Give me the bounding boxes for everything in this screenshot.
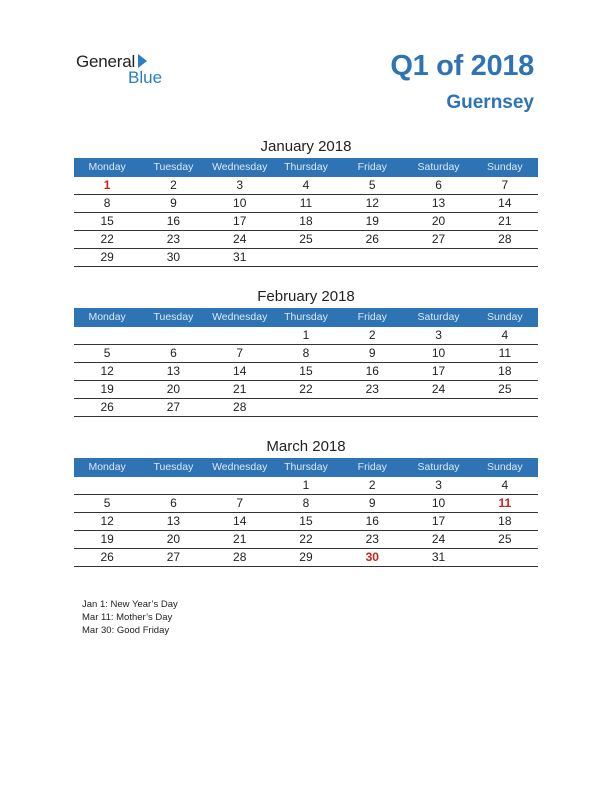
day-cell: 4 bbox=[501, 328, 509, 342]
day-cell: 6 bbox=[170, 346, 177, 360]
month-title: February 2018 bbox=[257, 288, 355, 305]
weekday-label: Monday bbox=[88, 161, 126, 173]
day-cell bbox=[140, 327, 206, 344]
week-row bbox=[74, 513, 538, 531]
week-row bbox=[74, 477, 538, 495]
holiday-day-cell: 11 bbox=[498, 496, 512, 510]
holiday-note: Mar 30: Good Friday bbox=[82, 625, 170, 636]
day-cell: 18 bbox=[299, 214, 313, 228]
week-row bbox=[74, 399, 538, 417]
day-cell: 25 bbox=[498, 532, 512, 546]
day-cell bbox=[472, 549, 538, 566]
weekday-label: Sunday bbox=[487, 161, 523, 173]
page-subtitle: Guernsey bbox=[446, 92, 534, 113]
week-row bbox=[74, 381, 538, 399]
day-cell: 13 bbox=[166, 364, 181, 378]
weekday-label: Tuesday bbox=[153, 161, 194, 173]
day-cell: 19 bbox=[365, 214, 379, 228]
week-row bbox=[74, 495, 538, 513]
weekday-label: Saturday bbox=[417, 461, 460, 473]
day-cell: 10 bbox=[233, 196, 247, 210]
day-cell: 2 bbox=[368, 478, 376, 492]
day-cell: 15 bbox=[299, 514, 313, 528]
week-row bbox=[74, 249, 538, 267]
weekday-label: Sunday bbox=[487, 461, 523, 473]
day-cell: 8 bbox=[302, 496, 310, 510]
day-cell: 10 bbox=[431, 496, 446, 510]
day-cell: 7 bbox=[236, 496, 244, 510]
weekday-label: Monday bbox=[88, 311, 126, 323]
day-cell bbox=[339, 249, 405, 266]
day-cell: 5 bbox=[103, 346, 111, 360]
day-cell: 18 bbox=[498, 364, 512, 378]
weekday-label: Wednesday bbox=[212, 161, 268, 173]
day-cell: 3 bbox=[236, 178, 244, 192]
day-cell: 16 bbox=[166, 214, 181, 228]
day-cell: 7 bbox=[501, 178, 509, 192]
weekday-label: Tuesday bbox=[153, 461, 194, 473]
day-cell: 26 bbox=[100, 550, 114, 564]
week-row bbox=[74, 213, 538, 231]
weekday-label: Friday bbox=[357, 311, 387, 323]
weekday-label: Friday bbox=[357, 161, 387, 173]
day-cell bbox=[273, 249, 339, 266]
day-cell bbox=[74, 327, 140, 344]
page-title: Q1 of 2018 bbox=[390, 50, 534, 82]
weekday-label: Thursday bbox=[284, 161, 328, 173]
day-cell: 11 bbox=[299, 196, 313, 210]
day-cell: 28 bbox=[233, 400, 247, 414]
day-cell: 24 bbox=[431, 382, 446, 396]
day-cell: 14 bbox=[233, 364, 247, 378]
day-cell: 5 bbox=[103, 496, 111, 510]
holiday-notes bbox=[82, 598, 178, 637]
day-cell: 23 bbox=[365, 382, 379, 396]
day-cell: 29 bbox=[299, 550, 313, 564]
day-cell: 13 bbox=[431, 196, 446, 210]
logo-word-general: General bbox=[76, 52, 136, 71]
day-cell: 27 bbox=[166, 400, 181, 414]
day-cell: 28 bbox=[233, 550, 247, 564]
week-row bbox=[74, 177, 538, 195]
day-cell: 5 bbox=[368, 178, 376, 192]
day-cell: 13 bbox=[166, 514, 181, 528]
weekday-label: Sunday bbox=[487, 311, 523, 323]
day-cell: 24 bbox=[233, 232, 247, 246]
week-row bbox=[74, 195, 538, 213]
day-cell: 3 bbox=[435, 478, 442, 492]
day-cell: 8 bbox=[302, 346, 310, 360]
weekday-header bbox=[74, 458, 538, 477]
day-cell: 26 bbox=[100, 400, 114, 414]
day-cell: 31 bbox=[431, 550, 446, 564]
day-cell: 15 bbox=[100, 214, 114, 228]
day-cell: 19 bbox=[100, 382, 114, 396]
weekday-label: Saturday bbox=[417, 311, 460, 323]
weekday-header bbox=[74, 308, 538, 327]
day-cell bbox=[207, 327, 273, 344]
weekday-label: Friday bbox=[357, 461, 387, 473]
day-cell: 27 bbox=[431, 232, 446, 246]
day-cell: 16 bbox=[365, 364, 379, 378]
day-cell: 28 bbox=[498, 232, 512, 246]
weekday-label: Thursday bbox=[284, 311, 328, 323]
day-cell: 21 bbox=[233, 382, 247, 396]
month-january bbox=[74, 136, 538, 267]
week-row bbox=[74, 345, 538, 363]
day-cell: 25 bbox=[299, 232, 313, 246]
day-cell: 2 bbox=[170, 178, 177, 192]
day-cell bbox=[207, 477, 273, 494]
day-cell: 3 bbox=[435, 328, 442, 342]
day-cell bbox=[273, 399, 339, 416]
day-cell: 20 bbox=[166, 532, 181, 546]
day-cell: 12 bbox=[365, 196, 379, 210]
day-cell: 1 bbox=[302, 328, 310, 342]
day-cell: 11 bbox=[498, 346, 512, 360]
day-cell: 12 bbox=[100, 364, 114, 378]
day-cell bbox=[339, 399, 405, 416]
day-cell: 9 bbox=[368, 496, 376, 510]
month-march bbox=[74, 436, 538, 567]
logo bbox=[76, 52, 186, 92]
day-cell bbox=[140, 477, 206, 494]
week-row bbox=[74, 531, 538, 549]
day-cell: 17 bbox=[233, 214, 247, 228]
day-cell: 20 bbox=[431, 214, 446, 228]
day-cell: 22 bbox=[299, 382, 313, 396]
day-cell: 8 bbox=[103, 196, 111, 210]
holiday-day-cell: 1 bbox=[103, 178, 111, 192]
day-cell: 17 bbox=[431, 364, 446, 378]
week-row bbox=[74, 231, 538, 249]
weekday-label: Monday bbox=[88, 461, 126, 473]
day-cell: 29 bbox=[100, 250, 114, 264]
holiday-day-cell: 30 bbox=[365, 550, 379, 564]
month-february bbox=[74, 286, 538, 417]
day-cell: 9 bbox=[368, 346, 376, 360]
day-cell: 22 bbox=[100, 232, 114, 246]
week-row bbox=[74, 363, 538, 381]
day-cell: 14 bbox=[233, 514, 247, 528]
month-title: January 2018 bbox=[260, 138, 352, 155]
day-cell: 6 bbox=[170, 496, 177, 510]
day-cell: 31 bbox=[233, 250, 247, 264]
day-cell bbox=[405, 399, 471, 416]
day-cell: 23 bbox=[365, 532, 379, 546]
day-cell: 2 bbox=[368, 328, 376, 342]
day-cell: 30 bbox=[166, 250, 181, 264]
logo-triangle-icon bbox=[138, 54, 147, 68]
logo-word-blue: Blue bbox=[128, 68, 163, 87]
day-cell: 21 bbox=[233, 532, 247, 546]
weekday-label: Wednesday bbox=[212, 461, 268, 473]
weekday-label: Wednesday bbox=[212, 311, 268, 323]
day-cell: 27 bbox=[166, 550, 181, 564]
day-cell bbox=[74, 477, 140, 494]
day-cell: 18 bbox=[498, 514, 512, 528]
weekday-label: Thursday bbox=[284, 461, 328, 473]
holiday-note: Jan 1: New Year’s Day bbox=[82, 599, 178, 610]
day-cell: 17 bbox=[431, 514, 446, 528]
day-cell: 14 bbox=[498, 196, 512, 210]
day-cell: 26 bbox=[365, 232, 379, 246]
day-cell: 16 bbox=[365, 514, 379, 528]
week-row bbox=[74, 327, 538, 345]
day-cell: 19 bbox=[100, 532, 114, 546]
day-cell: 24 bbox=[431, 532, 446, 546]
weekday-header bbox=[74, 158, 538, 177]
day-cell: 10 bbox=[431, 346, 446, 360]
holiday-note: Mar 11: Mother’s Day bbox=[82, 612, 173, 623]
day-cell: 4 bbox=[302, 178, 310, 192]
day-cell: 4 bbox=[501, 478, 509, 492]
day-cell: 6 bbox=[435, 178, 442, 192]
day-cell bbox=[472, 249, 538, 266]
day-cell: 20 bbox=[166, 382, 181, 396]
day-cell: 9 bbox=[170, 196, 177, 210]
weekday-label: Tuesday bbox=[153, 311, 194, 323]
day-cell: 15 bbox=[299, 364, 313, 378]
day-cell: 22 bbox=[299, 532, 313, 546]
month-title: March 2018 bbox=[266, 438, 346, 455]
day-cell: 23 bbox=[166, 232, 181, 246]
day-cell: 12 bbox=[100, 514, 114, 528]
day-cell: 7 bbox=[236, 346, 244, 360]
day-cell: 25 bbox=[498, 382, 512, 396]
day-cell: 21 bbox=[498, 214, 512, 228]
week-row bbox=[74, 549, 538, 567]
day-cell bbox=[472, 399, 538, 416]
day-cell: 1 bbox=[302, 478, 310, 492]
weekday-label: Saturday bbox=[417, 161, 460, 173]
day-cell bbox=[405, 249, 471, 266]
